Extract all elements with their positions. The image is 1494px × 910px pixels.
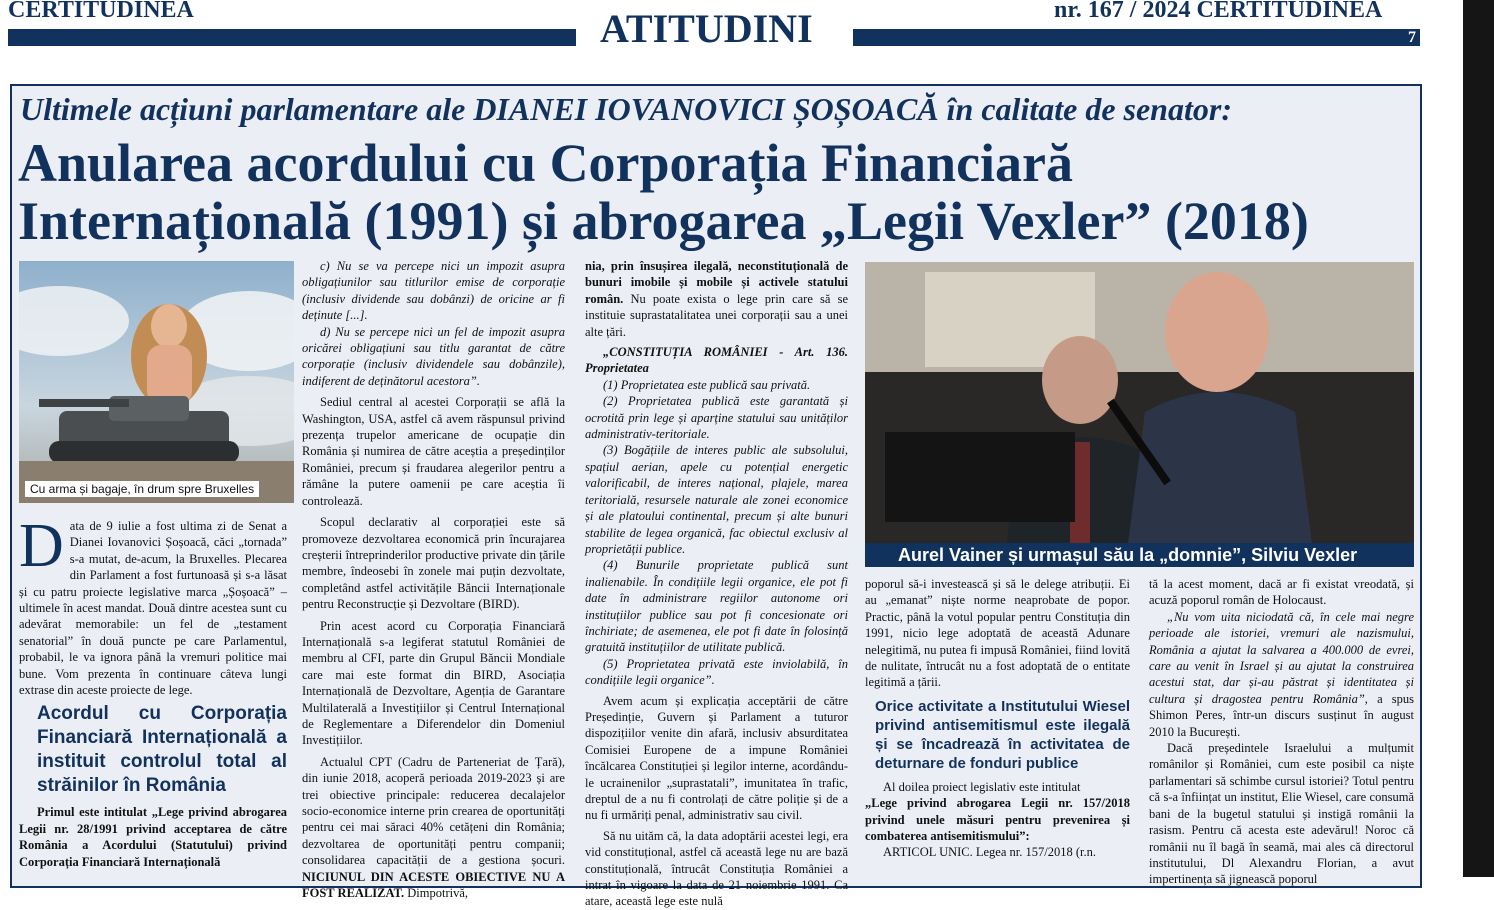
column-1 bbox=[19, 512, 287, 870]
col5-p1: tă la acest moment, dacă ar fi existat vreodată, și acuză poporul român de Holocaust. bbox=[1149, 577, 1414, 608]
col2-p2: Scopul declarativ al corporației este să promoveze dezvoltarea economică prin încurajarea creșterii întreprinderilor productive private din țările membre, îndeosebi în zonele mai puțin dezvoltate, completând astfel activitățile Băncii Internaționale pentru Reconstrucție și Dezvoltare (BIRD). bbox=[302, 515, 565, 612]
masthead-left-title: CERTITUDINEA bbox=[8, 0, 194, 23]
col2-p3: Prin acest acord cu Corporația Financiară Internațională s-a legiferat statutul României de membru al CFI, parte din Grupul Băncii Mondiale care mai este format din BIRD, Asociația Internațională de Dezvoltare, Agenția de Garantare Multilaterală a Investițiilor și Centrul Internațional de Reglementare a Diferendelor din Domeniul Investițiilor. bbox=[302, 618, 565, 748]
col2-p4-bold: NICIUNUL DIN ACESTE OBIECTIVE NU A FOST REALIZAT. bbox=[302, 869, 565, 901]
drop-cap: D bbox=[19, 512, 64, 580]
section-title: ATITUDINI bbox=[600, 6, 813, 51]
column-2 bbox=[302, 258, 565, 901]
column-4 bbox=[865, 576, 1130, 861]
window-edge bbox=[1463, 0, 1494, 877]
masthead-right-rule bbox=[853, 29, 1420, 46]
col1-paragraph: Primul este intitulat „Lege privind abrogarea Legii nr. 28/1991 privind acceptarea de către România a Acordului (Statutului) privind Corporația Financiară Internațională bbox=[19, 805, 287, 869]
masthead bbox=[0, 0, 1460, 58]
column-3 bbox=[585, 258, 848, 910]
col3-top bbox=[585, 258, 848, 340]
peres-quote-tail: , a spus Shimon Peres, într-un discurs susținut în august 2010 la București. bbox=[1149, 691, 1415, 739]
col4-p2-bold: „Lege privind abrogarea Legii nr. 157/2018 privind unele măsuri pentru prevenirea și combaterea antisemitismului”: bbox=[865, 796, 1130, 844]
photo-vainer-vexler-caption: Aurel Vainer și urmașul său la „domnie”, Silviu Vexler bbox=[865, 543, 1414, 567]
col4-p3: ARTICOL UNIC. Legea nr. 157/2018 (r.n. bbox=[883, 845, 1096, 860]
col2-p4 bbox=[302, 754, 565, 902]
article-136-5: (5) Proprietatea privată este inviolabilă, în condițiile legii organice”. bbox=[585, 656, 848, 688]
article-136-1: (1) Proprietatea este publică sau privată. bbox=[603, 377, 811, 392]
col5-quote bbox=[1149, 609, 1414, 740]
col3-p2: Să nu uităm că, la data adoptării acestei legi, era vid constituțional, astfel că această lege nu are bază constituțională, întrucât Constituția României a intrat în vigoare la data de 21 noiembrie 1991. Ca atare, această lege este nulă bbox=[585, 828, 848, 909]
col2-p4-text: Actualul CPT (Cadru de Parteneriat de Țară), din iunie 2018, acoperă perioada 2019-2023 și are trei obiective principale: reducerea decalajelor socio-economice interne prin crearea de oportunități pentru cei mai săraci 40% cetățeni din România; dezvoltarea de oportunități pentru companii; consolidarea capacității de a gestiona șocuri. bbox=[302, 754, 565, 868]
col2-p1: Sediul central al acestei Corporații se află la Washington, USA, astfel că avem răspunsul privind prezența trupelor americane de ocupație din România și numirea de către aceștia a președinților României, precum și fraudarea alegerilor pentru a rămâne la putere oamenii pe care aceștia îi controlează. bbox=[302, 395, 565, 508]
lead-paragraph bbox=[19, 512, 287, 698]
page-number: 7 bbox=[1408, 29, 1416, 46]
clause-d: d) Nu se percepe nici un fel de impozit asupra oricărei obligațiuni sau titlu garantat de către corporație (inclusiv dividendele sau dobânzile), indiferent de deținătorul acestora”. bbox=[302, 324, 565, 388]
clause-c: c) Nu se va percepe nici un impozit asupra obligațiunilor sau titlurilor emise de corporație (inclusiv dividende sau dobânzi) de oricine ar fi deținute [...]. bbox=[302, 259, 565, 323]
photo-vainer-vexler bbox=[865, 262, 1414, 567]
article-headline: Anularea acordului cu Corporația Financiară Internațională (1991) și abrogarea „Legii Vexler” (2018) bbox=[18, 133, 1309, 251]
photo-senator bbox=[19, 261, 294, 503]
col4-p2: Al doilea proiect legislativ este intitulat bbox=[883, 779, 1081, 794]
photo-vainer-vexler-image bbox=[865, 262, 1414, 567]
col3-p1: Avem acum și explicația acceptării de către Președinție, Guvern și Parlament a tuturor dispozițiilor venite din afară, inclusiv absurditatea Comisiei Europene de a impune României încălcarea Constituției și legilor interne, acordându-le ucrainenilor „suprastatali”, imunitatea în trafic, dreptul de a nu fi controlați de către poliție și de a nu fi urmăriți penal, administrativ sau civil. bbox=[585, 693, 848, 823]
lead-text: ata de 9 iulie a fost ultima zi de Senat a Dianei Iovanovici Șoșoacă, căci „tornada” s-a mutat, de-acum, la Bruxelles. Plecarea din Parlament a fost furtunoasă și s-a lăsat și cu patru proiecte legislative marca „Șoșoacă” – ultimele în acest mandat. Două dintre acestea sunt cu adevărat memorabile: un fel de „testament senatorial” în două puncte pe care Parlamentul, probabil, le va ignora până la vremuri politice mai bune. Vom prezenta în continuare câteva lungi extrase din aceste proiecte de lege. bbox=[19, 519, 287, 698]
article-136-3: (3) Bogățiile de interes public ale subsolului, spațiul aerian, apele cu potențial energetic valorificabil, de interes național, plajele, marea teritorială, resursele naturale ale zonei economice și ale platoului continental, precum și alte bunuri stabilite de legea organică, fac obiectul exclusiv al proprietății publice. bbox=[585, 443, 848, 556]
col2-p4-end: Dimpotrivă, bbox=[407, 886, 469, 901]
photo-senator-image bbox=[19, 261, 294, 503]
article-kicker: Ultimele acțiuni parlamentare ale DIANEI IOVANOVICI ȘOȘOACĂ în calitate de senator: bbox=[20, 91, 1232, 127]
article-frame bbox=[10, 84, 1422, 909]
masthead-issue: nr. 167 / 2024 CERTITUDINEA bbox=[1054, 0, 1383, 23]
constitution-heading: „CONSTITUȚIA ROMÂNIEI - Art. 136. Proprietatea bbox=[585, 345, 848, 376]
peres-quote: „Nu vom uita niciodată că, în cele mai negre perioade ale istoriei, vremuri ale nazismului, România a ajutat la salvarea a 400.000 de evrei, care au venit în Israel și au ajutat la construirea acestui stat, dar și-au păstrat și identitatea și cultura și dragostea pentru România” bbox=[1149, 609, 1414, 706]
column-5 bbox=[1149, 576, 1414, 888]
col4-p1: poporul să-i investească și să le delege atribuții. Ei au „emanat” niște norme neaprobate de popor. Practic, până la votul popular pentru Constituția din 1991, nicio lege adoptată de această Adunare nelegitimă, nu putea fi impusă României, fiind lovită de nulitate, întrucât nu a fost adoptată de o entitate legitimă a țării. bbox=[865, 577, 1130, 690]
subhead-wiesel: Orice activitate a Institutului Wiesel privind antisemitismul este ilegală și se încadrează în activitatea de deturnare de fonduri publice bbox=[875, 697, 1130, 772]
col3-top-rest: Nu poate exista o lege prin care să se instituie suprastatalitatea unei corporații sau a unei alte țări. bbox=[585, 291, 849, 339]
col5-p2: Dacă președintele Israelului a mulțumit românilor și României, cum este posibil ca niște parlamentari să schimbe cursul istoriei? Totul pentru că s-a înființat un institut, Elie Wiesel, care consumă bani de la bugetul statului și instigă românii la rasism. Pentru că acesta este adevărul! Noroc că românii nu îl bagă în seamă, mai ales că directorul institutului, Dl Alexandru Florian, a avut impertinența să jignească poporul bbox=[1149, 741, 1414, 887]
masthead-left-rule bbox=[8, 29, 576, 46]
article-136-4: (4) Bunurile proprietate publică sunt inalienabile. În condițiile legii organice, ele pot fi date în administrare regiilor autonome ori instituțiilor publice sau pot fi concesionate ori închiriate; de asemenea, ele pot fi date în folosință gratuită instituțiilor de utilitate publică. bbox=[585, 558, 848, 655]
photo-senator-caption: Cu arma și bagaje, în drum spre Bruxelles bbox=[25, 481, 259, 497]
subhead-cfi: Acordul cu Corporația Financiară Internațională a instituit controlul total al străinilor în România bbox=[37, 703, 287, 797]
article-136-2: (2) Proprietatea publică este garantată și ocrotită prin lege și aparține statului sau unităților administrativ-teritoriale. bbox=[585, 394, 848, 442]
col3-top-bold: nia, prin însușirea ilegală, neconstituțională de bunuri imobile și mobile și activele statului român. bbox=[585, 259, 848, 306]
